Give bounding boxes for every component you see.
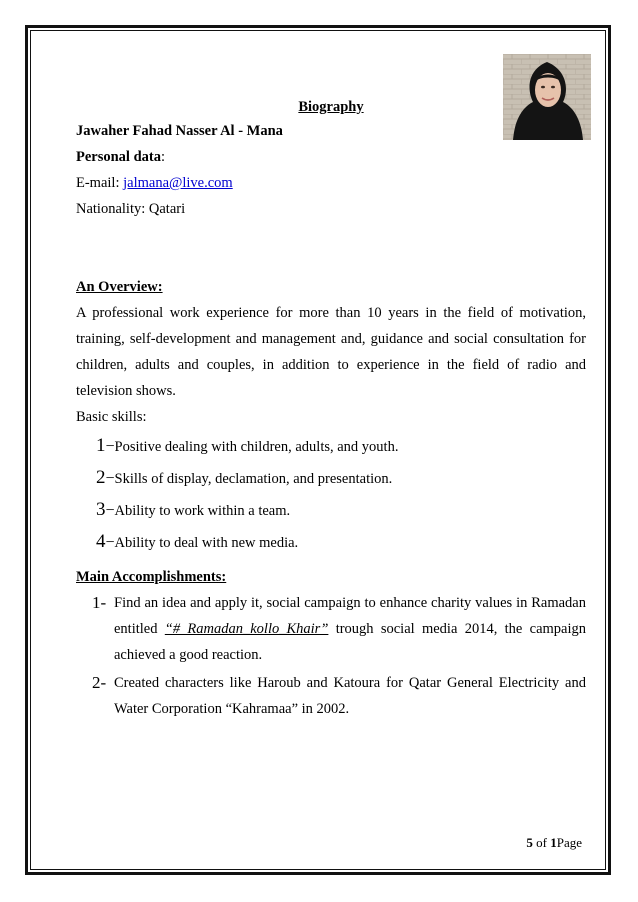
nationality-line: Nationality: Qatari <box>76 201 186 217</box>
email-link[interactable]: jalmana@live.com <box>123 175 233 191</box>
accomplishments-heading: Main Accomplishments: <box>76 569 227 585</box>
personal-data-colon: : <box>160 149 166 165</box>
page-current: 5 <box>526 835 533 850</box>
skill-text: Ability to work within a team. <box>114 503 291 519</box>
skill-text: Skills of display, declamation, and presentation. <box>114 471 393 487</box>
list-item <box>76 462 586 494</box>
dash-separator: − <box>105 438 115 455</box>
accomplishment-text-end: trough social media 2014, the campaign achieved a good reaction. <box>114 621 586 663</box>
page-title: Biography <box>298 99 364 115</box>
skill-number: 3 <box>96 499 106 520</box>
skill-text: Positive dealing with children, adults, and youth. <box>114 439 399 455</box>
list-item <box>76 526 586 558</box>
document-body <box>76 96 586 724</box>
dash-separator: − <box>105 470 115 487</box>
skill-number: 1 <box>96 435 106 456</box>
accomplishment-text: Created characters like Haroub and Katoura for Qatar General Electricity and Water Corporation “Kahramaa” in 2002. <box>114 675 586 717</box>
overview-paragraph: A professional work experience for more than 10 years in the field of motivation, training, self-development and management and, guidance and social consultation for children, adults and couples, in addition to experience in the field of radio and television shows. <box>76 305 586 399</box>
overview-heading: An Overview: <box>76 279 163 295</box>
email-label: E-mail: <box>76 175 124 191</box>
page-word: Page <box>556 835 582 850</box>
skill-text: Ability to deal with new media. <box>114 535 299 551</box>
accomplishment-text: Find an idea and apply it, social campaign to enhance charity values in Ramadan entitled <box>114 595 586 637</box>
list-item <box>76 670 586 722</box>
accomplishment-number: 2- <box>92 673 107 692</box>
page-of: of <box>532 835 551 850</box>
basic-skills-label: Basic skills: <box>76 409 147 425</box>
skills-list <box>76 430 586 558</box>
hashtag-link[interactable]: “# Ramadan_kollo_Khair” <box>164 621 329 637</box>
personal-data-label: Personal data <box>76 149 161 165</box>
email-line <box>76 170 586 196</box>
skill-number: 4 <box>96 531 106 552</box>
list-item <box>76 494 586 526</box>
list-item <box>76 590 586 668</box>
page-number <box>526 835 582 851</box>
accomplishments-list <box>76 590 586 722</box>
skill-number: 2 <box>96 467 106 488</box>
accomplishment-number: 1- <box>92 593 107 612</box>
spacer <box>76 222 586 274</box>
person-name: Jawaher Fahad Nasser Al - Mana <box>76 123 283 139</box>
dash-separator: − <box>105 534 115 551</box>
page-total: 1 <box>550 835 557 850</box>
dash-separator: − <box>105 502 115 519</box>
list-item <box>76 430 586 462</box>
personal-data-line <box>76 144 586 170</box>
